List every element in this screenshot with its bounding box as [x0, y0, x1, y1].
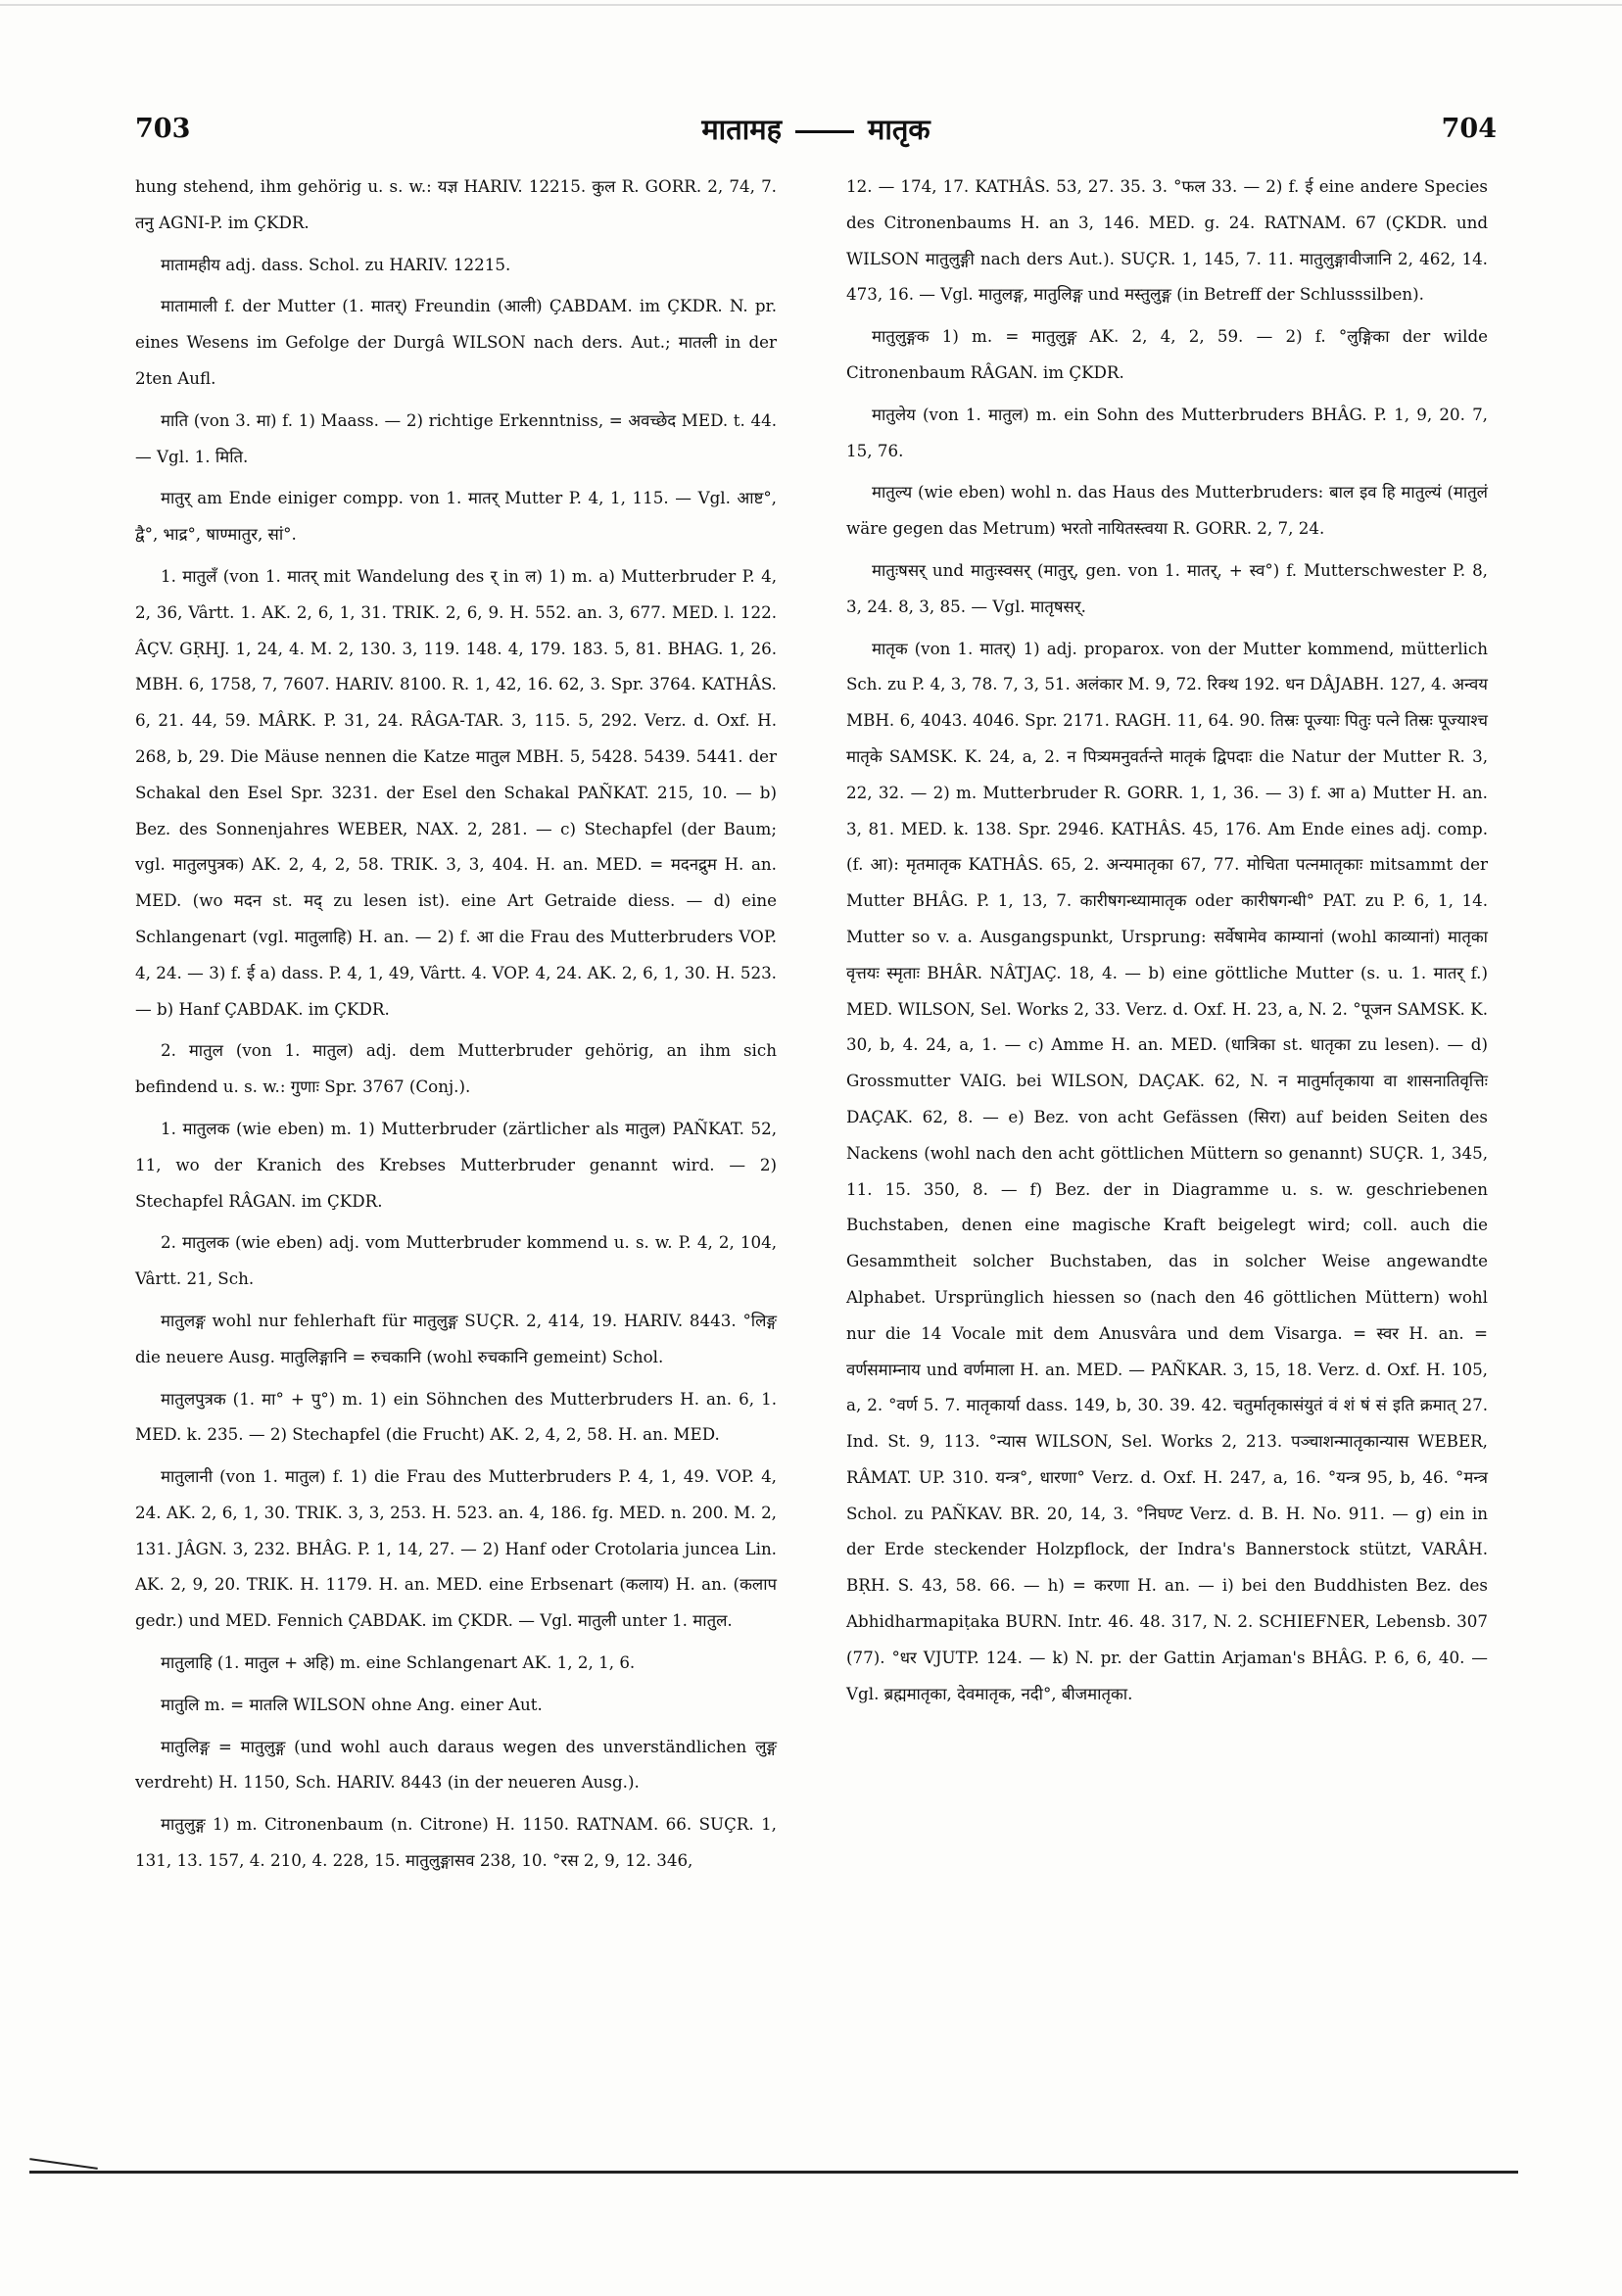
entry: 2. मातुल (von 1. मातुल) adj. dem Mutterbruder gehörig, an ihm sich befindend u. s. w.: गुणाः Spr. 3767 (Conj.). [135, 1040, 777, 1097]
entry: माति (von 3. मा) f. 1) Maass. — 2) richtige Erkenntniss, = अवच्छेद MED. t. 44. — Vgl. 1. मिति. [135, 409, 777, 466]
entry: मातामाली f. der Mutter (1. मातर्) Freundin (आली) ÇABDAM. im ÇKDR. N. pr. eines Wesens im Gefolge der Durgâ WILSON nach ders. Aut.; मातली in der 2ten Aufl. [135, 296, 777, 388]
bottom-rule-mark [29, 2158, 98, 2170]
bottom-rule [29, 2171, 1518, 2174]
entry: मातृक (von 1. मातर्) 1) adj. proparox. von der Mutter kommend, mütterlich Sch. zu P. 4, 3, 78. 7, 3, 51. अलंकार M. 9, 72. रिक्थ 192. धन DÂJABH. 127, 4. अन्वय MBH. 6, 4043. 4046. Spr. 2171. RAGH. 11, 64. 90. तिस्रः पूज्याः पितुः पत्ने तिस्रः पूज्याश्च मातृके SAMSK. K. 24, a, 2. न पित्र्यमनुवर्तन्ते मातृकं द्विपदाः die Natur der Mutter R. 3, 22, 32. — 2) m. Mutterbruder R. GORR. 1, 1, 36. — 3) f. आ a) Mutter H. an. 3, 81. MED. k. 138. Spr. 2946. KATHÂS. 45, 176. Am Ende eines adj. comp. (f. आ): मृतमातृक KATHÂS. 65, 2. अन्यमातृका 67, 77. मोचिता पत्नमातृकाः mitsammt der Mutter BHÂG. P. 1, 13, 7. कारीषगन्ध्यामातृक oder कारीषगन्धी° PAT. zu P. 6, 1, 14. Mutter so v. a. Ausgangspunkt, Ursprung: सर्वेषामेव काम्यानां (wohl काव्यानां) मातृका वृत्तयः स्मृताः BHÂR. NÂTJAÇ. 18, 4. — b) eine göttliche Mutter (s. u. 1. मातर् f.) MED. WILSON, Sel. Works 2, 33. Verz. d. Oxf. H. 23, a, N. 2. °पूजन SAMSK. K. 30, b, 4. 24, a, 1. — c) Amme H. an. MED. (धात्रिका st. धातृका zu lesen). — d) Grossmutter VAIG. bei WILSON, DAÇAK. 62, N. न मातुर्मातृकाया वा शासनातिवृत्तिः DAÇAK. 62, 8. — e) Bez. von acht Gefässen (सिरा) auf beiden Seiten des Nackens (wohl nach den acht göttlichen Müttern so genannt) SUÇR. 1, 345, 11. 15. 350, 8. — f) Bez. der in Diagramme u. s. w. geschriebenen Buchstaben, denen eine magische Kraft beigelegt wird; coll. auch die Gesammtheit solcher Buchstaben, das in solcher Weise angewandte Alphabet. Ursprünglich hiessen so (nach den 46 göttlichen Müttern) wohl nur die 14 Vocale mit dem Anusvâra und dem Visarga. = स्वर H. an. = वर्णसमाम्नाय und वर्णमाला H. an. MED. — PAÑKAR. 3, 15, 18. Verz. d. Oxf. H. 105, a, 2. °वर्ण 5. 7. मातृकार्या dass. 149, b, 30. 39. 42. चतुर्मातृकासंयुतं वं शं षं सं इति क्रमात् 27. Ind. St. 9, 113. °न्यास WILSON, Sel. Works 2, 213. पञ्चाशन्मातृकान्यास WEBER, RÂMAT. UP. 310. यन्त्र°, धारणा° Verz. d. Oxf. H. 247, a, 16. °यन्त्र 95, b, 46. °मन्त्र Schol. zu PAÑKAV. BR. 20, 14, 3. °निघण्ट Verz. d. B. H. No. 911. — g) ein in der Erde steckender Holzpflock, der Indra's Bannerstock stützt, VARÂH. BṚH. S. 43, 58. 66. — h) = करणा H. an. — i) bei den Buddhisten Bez. des Abhidharmapiṭaka BURN. Intr. 46. 48. 317, N. 2. SCHIEFNER, Lebensb. 307 (77). °धर VJUTP. 124. — k) N. pr. der Gattin Arjaman's BHÂG. P. 6, 6, 40. — Vgl. ब्रह्ममातृका, देवमातृक, नदी°, बीजमातृका. [846, 638, 1488, 1703]
entry: मातुलपुत्रक (1. मा° + पु°) m. 1) ein Söhnchen des Mutterbruders H. an. 6, 1. MED. k. 235. — 2) Stechapfel (die Frucht) AK. 2, 4, 2, 58. H. an. MED. [135, 1388, 777, 1445]
running-head-right: मातृक [867, 113, 930, 146]
entry: 2. मातुलक (wie eben) adj. vom Mutterbruder kommend u. s. w. P. 4, 2, 104, Vârtt. 21, Sch. [135, 1232, 777, 1289]
entry: मातुल्य (wie eben) wohl n. das Haus des Mutterbruders: बाल इव हि मातुल्यं (मातुलं wäre gegen das Metrum) भरतो नायितस्त्वया R. GORR. 2, 7, 24. [846, 482, 1488, 539]
entry: मातुलि m. = मातलि WILSON ohne Ang. einer Aut. [161, 1694, 543, 1714]
entry: मातुलानी (von 1. मातुल) f. 1) die Frau des Mutterbruders P. 4, 1, 49. VOP. 4, 24. AK. 2, 6, 1, 30. TRIK. 3, 3, 253. H. 523. an. 4, 186. fg. MED. n. 200. M. 2, 131. JÂGN. 3, 232. BHÂG. P. 1, 14, 27. — 2) Hanf oder Crotolaria juncea Lin. AK. 2, 9, 20. TRIK. H. 1179. H. an. MED. eine Erbsenart (कलाय) H. an. (कलाप gedr.) und MED. Fennich ÇABDAK. im ÇKDR. — Vgl. मातुली unter 1. मातुल. [135, 1466, 777, 1631]
page-header [135, 110, 1497, 159]
entry: hung stehend, ihm gehörig u. s. w.: यज्ञ HARIV. 12215. कुल R. GORR. 2, 74, 7. तनु AGNI-P. im ÇKDR. [135, 176, 777, 232]
entry: मातुलाहि (1. मातुल + अहि) m. eine Schlangenart AK. 1, 2, 1, 6. [161, 1652, 636, 1673]
entry: 1. मातुलँ (von 1. मातर् mit Wandelung des र् in ल) 1) m. a) Mutterbruder P. 4, 2, 36, Vârtt. 1. AK. 2, 6, 1, 31. TRIK. 2, 6, 9. H. 552. an. 3, 677. MED. l. 122. ÂÇV. GṚHJ. 1, 24, 4. M. 2, 130. 3, 119. 148. 4, 179. 183. 5, 81. BHAG. 1, 26. MBH. 6, 1758, 7, 7607. HARIV. 8100. R. 1, 42, 16. 62, 3. Spr. 3764. KATHÂS. 6, 21. 44, 59. MÂRK. P. 31, 24. RÂGA-TAR. 3, 115. 5, 292. Verz. d. Oxf. H. 268, b, 29. Die Mäuse nennen die Katze मातुल MBH. 5, 5428. 5439. 5441. der Schakal den Esel Spr. 3231. der Esel den Schakal PAÑKAT. 215, 10. — b) Bez. des Sonnenjahres WEBER, NAX. 2, 281. — c) Stechapfel (der Baum; vgl. मातुलपुत्रक) AK. 2, 4, 2, 58. TRIK. 3, 3, 404. H. an. MED. = मदनद्रुम H. an. MED. (wo मदन st. मद् zu lesen ist). eine Art Getraide diess. — d) eine Schlangenart (vgl. मातुलाहि) H. an. — 2) f. आ die Frau des Mutterbruders VOP. 4, 24. — 3) f. ई a) dass. P. 4, 1, 49, Vârtt. 4. VOP. 4, 24. AK. 2, 6, 1, 30. H. 523. — b) Hanf ÇABDAK. im ÇKDR. [135, 565, 777, 1019]
page-number-right: 704 [1441, 114, 1497, 144]
running-head [135, 110, 1497, 148]
entry: 12. — 174, 17. KATHÂS. 53, 27. 35. 3. °फल 33. — 2) f. ई eine andere Species des Citronenbaums H. an 3, 146. MED. g. 24. RATNAM. 67 (ÇKDR. und WILSON मातुलुङ्गी nach ders Aut.). SUÇR. 1, 145, 7. 11. मातुलुङ्गावीजानि 2, 462, 14. 473, 16. — Vgl. मातुलङ्ग, मातुलिङ्ग und मस्तुलुङ्ग (in Betreff der Schlusssilben). [846, 176, 1488, 305]
running-head-dash [795, 130, 854, 133]
left-column [135, 168, 777, 1885]
page-number-left: 703 [135, 114, 191, 144]
entry: मातुलुङ्गक 1) m. = मातुलुङ्ग AK. 2, 4, 2, 59. — 2) f. °लुङ्गिका der wilde Citronenbaum RÂGAN. im ÇKDR. [846, 326, 1488, 382]
scan-artifact-line [0, 4, 1622, 6]
right-column [846, 168, 1488, 1717]
running-head-left: मातामह [701, 113, 782, 146]
entry: मातुःषसर् und मातुःस्वसर् (मातुर्, gen. von 1. मातर्, + स्व°) f. Mutterschwester P. 8, 3, 24. 8, 3, 85. — Vgl. मातृषसर्. [846, 559, 1488, 616]
entry: मातामहीय adj. dass. Schol. zu HARIV. 12215. [161, 254, 511, 274]
entry: मातुलङ्ग wohl nur fehlerhaft für मातुलुङ्ग SUÇR. 2, 414, 19. HARIV. 8443. °लिङ्ग die neuere Ausg. मातुलिङ्गानि = रुचकानि (wohl रुचकानि gemeint) Schol. [135, 1310, 777, 1366]
entry: मातुलुङ्ग 1) m. Citronenbaum (n. Citrone) H. 1150. RATNAM. 66. SUÇR. 1, 131, 13. 157, 4. 210, 4. 228, 15. मातुलुङ्गासव 238, 10. °रस 2, 9, 12. 346, [135, 1814, 777, 1871]
entry: मातुलेय (von 1. मातुल) m. ein Sohn des Mutterbruders BHÂG. P. 1, 9, 20. 7, 15, 76. [846, 404, 1488, 460]
entry: मातुलिङ्ग = मातुलुङ्ग (und wohl auch daraus wegen des unverständlichen लुङ्ग verdreht) H. 1150, Sch. HARIV. 8443 (in der neueren Ausg.). [135, 1736, 777, 1793]
entry: मातुर् am Ende einiger compp. von 1. मातर् Mutter P. 4, 1, 115. — Vgl. आष्ट°, द्वै°, भाद्र°, षाण्मातुर, सां°. [135, 488, 777, 545]
entry: 1. मातुलक (wie eben) m. 1) Mutterbruder (zärtlicher als मातुल) PAÑKAT. 52, 11, wo der Kranich des Krebses Mutterbruder genannt wird. — 2) Stechapfel RÂGAN. im ÇKDR. [135, 1118, 777, 1211]
